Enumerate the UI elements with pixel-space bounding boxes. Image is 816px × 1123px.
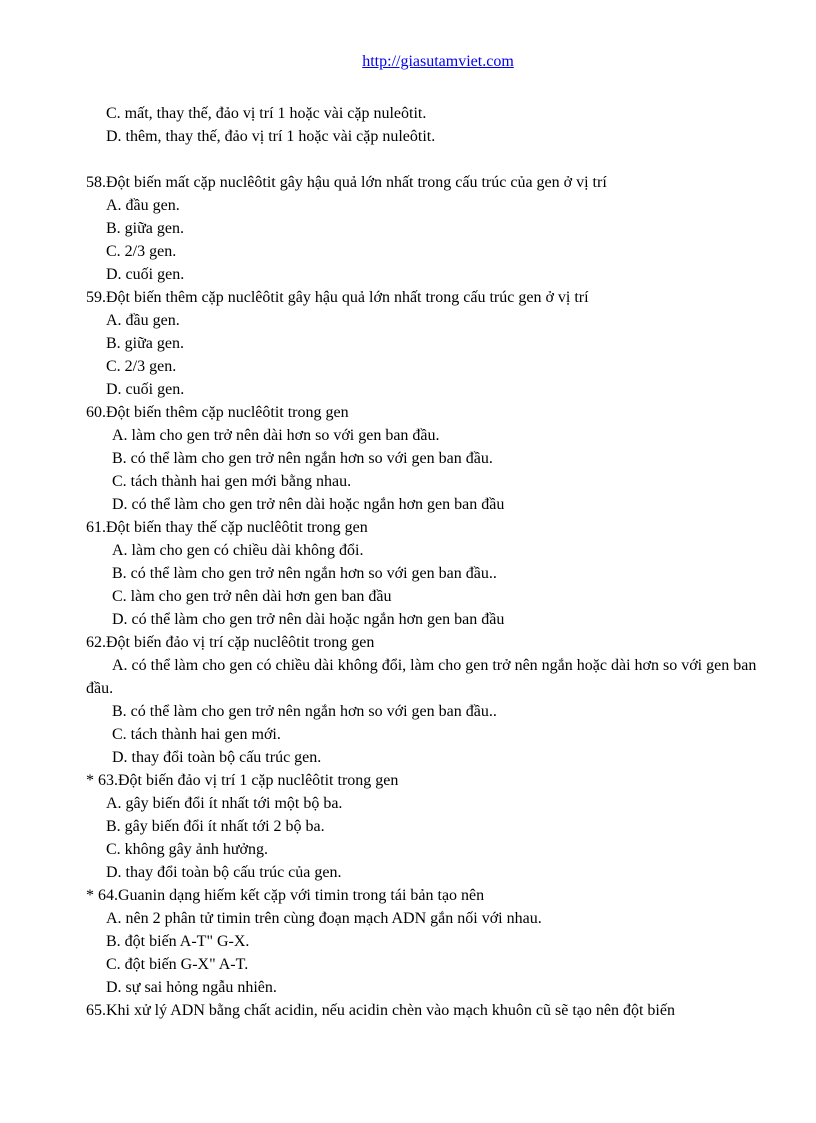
option-d: D. thêm, thay thế, đảo vị trí 1 hoặc vài cặp nuleôtit. [106,128,436,145]
header-link[interactable]: http://giasutamviet.com [362,53,514,70]
option-a: A. có thể làm cho gen có chiều dài không đổi, làm cho gen trở nên ngắn hoặc dài hơn so với gen ban đầu. [86,657,757,697]
option-c: C. mất, thay thế, đảo vị trí 1 hoặc vài cặp nuleôtit. [106,105,427,122]
option-a: A. nên 2 phân tử timin trên cùng đoạn mạch ADN gắn nối với nhau. [106,910,542,927]
option-b: B. có thể làm cho gen trở nên ngắn hơn so với gen ban đầu.. [112,565,497,582]
option-d: D. có thể làm cho gen trở nên dài hoặc ngắn hơn gen ban đầu [112,496,505,513]
option-a: A. gây biến đổi ít nhất tới một bộ ba. [106,795,343,812]
option-c: C. tách thành hai gen mới. [112,726,281,743]
option-d: D. thay đổi toàn bộ cấu trúc của gen. [106,864,342,881]
question-64: * 64.Guanin dạng hiếm kết cặp với timin trong tái bản tạo nên [86,887,485,904]
option-b: B. có thể làm cho gen trở nên ngắn hơn so với gen ban đầu.. [112,703,497,720]
question-58: 58.Đột biến mất cặp nuclêôtit gây hậu quả lớn nhất trong cấu trúc của gen ở vị trí [86,174,607,191]
option-a: A. làm cho gen trở nên dài hơn so với gen ban đầu. [112,427,440,444]
option-b: B. đột biến A-T" G-X. [106,933,250,950]
question-62: 62.Đột biến đảo vị trí cặp nuclêôtit trong gen [86,634,375,651]
option-c: C. làm cho gen trở nên dài hơn gen ban đầu [112,588,392,605]
option-c: C. 2/3 gen. [106,243,177,260]
question-61: 61.Đột biến thay thế cặp nuclêôtit trong gen [86,519,368,536]
question-59: 59.Đột biến thêm cặp nuclêôtit gây hậu quả lớn nhất trong cấu trúc gen ở vị trí [86,289,589,306]
option-b: B. gây biến đổi ít nhất tới 2 bộ ba. [106,818,325,835]
document-content [86,102,786,1022]
option-a: A. đầu gen. [106,197,180,214]
question-63: * 63.Đột biến đảo vị trí 1 cặp nuclêôtit trong gen [86,772,399,789]
question-60: 60.Đột biến thêm cặp nuclêôtit trong gen [86,404,349,421]
option-d: D. cuối gen. [106,266,185,283]
option-c: C. 2/3 gen. [106,358,177,375]
option-d: D. cuối gen. [106,381,185,398]
option-c: C. không gây ảnh hưởng. [106,841,269,858]
option-a: A. làm cho gen có chiều dài không đổi. [112,542,364,559]
option-b: B. có thể làm cho gen trở nên ngắn hơn so với gen ban đầu. [112,450,493,467]
question-65: 65.Khi xử lý ADN bằng chất acidin, nếu acidin chèn vào mạch khuôn cũ sẽ tạo nên đột biến [86,1002,675,1019]
option-b: B. giữa gen. [106,220,184,237]
option-a: A. đầu gen. [106,312,180,329]
option-c: C. tách thành hai gen mới bằng nhau. [112,473,352,490]
option-d: D. thay đổi toàn bộ cấu trúc gen. [112,749,322,766]
option-c: C. đột biến G-X" A-T. [106,956,249,973]
option-d: D. có thể làm cho gen trở nên dài hoặc ngắn hơn gen ban đầu [112,611,505,628]
option-d: D. sự sai hỏng ngẫu nhiên. [106,979,277,996]
option-b: B. giữa gen. [106,335,184,352]
